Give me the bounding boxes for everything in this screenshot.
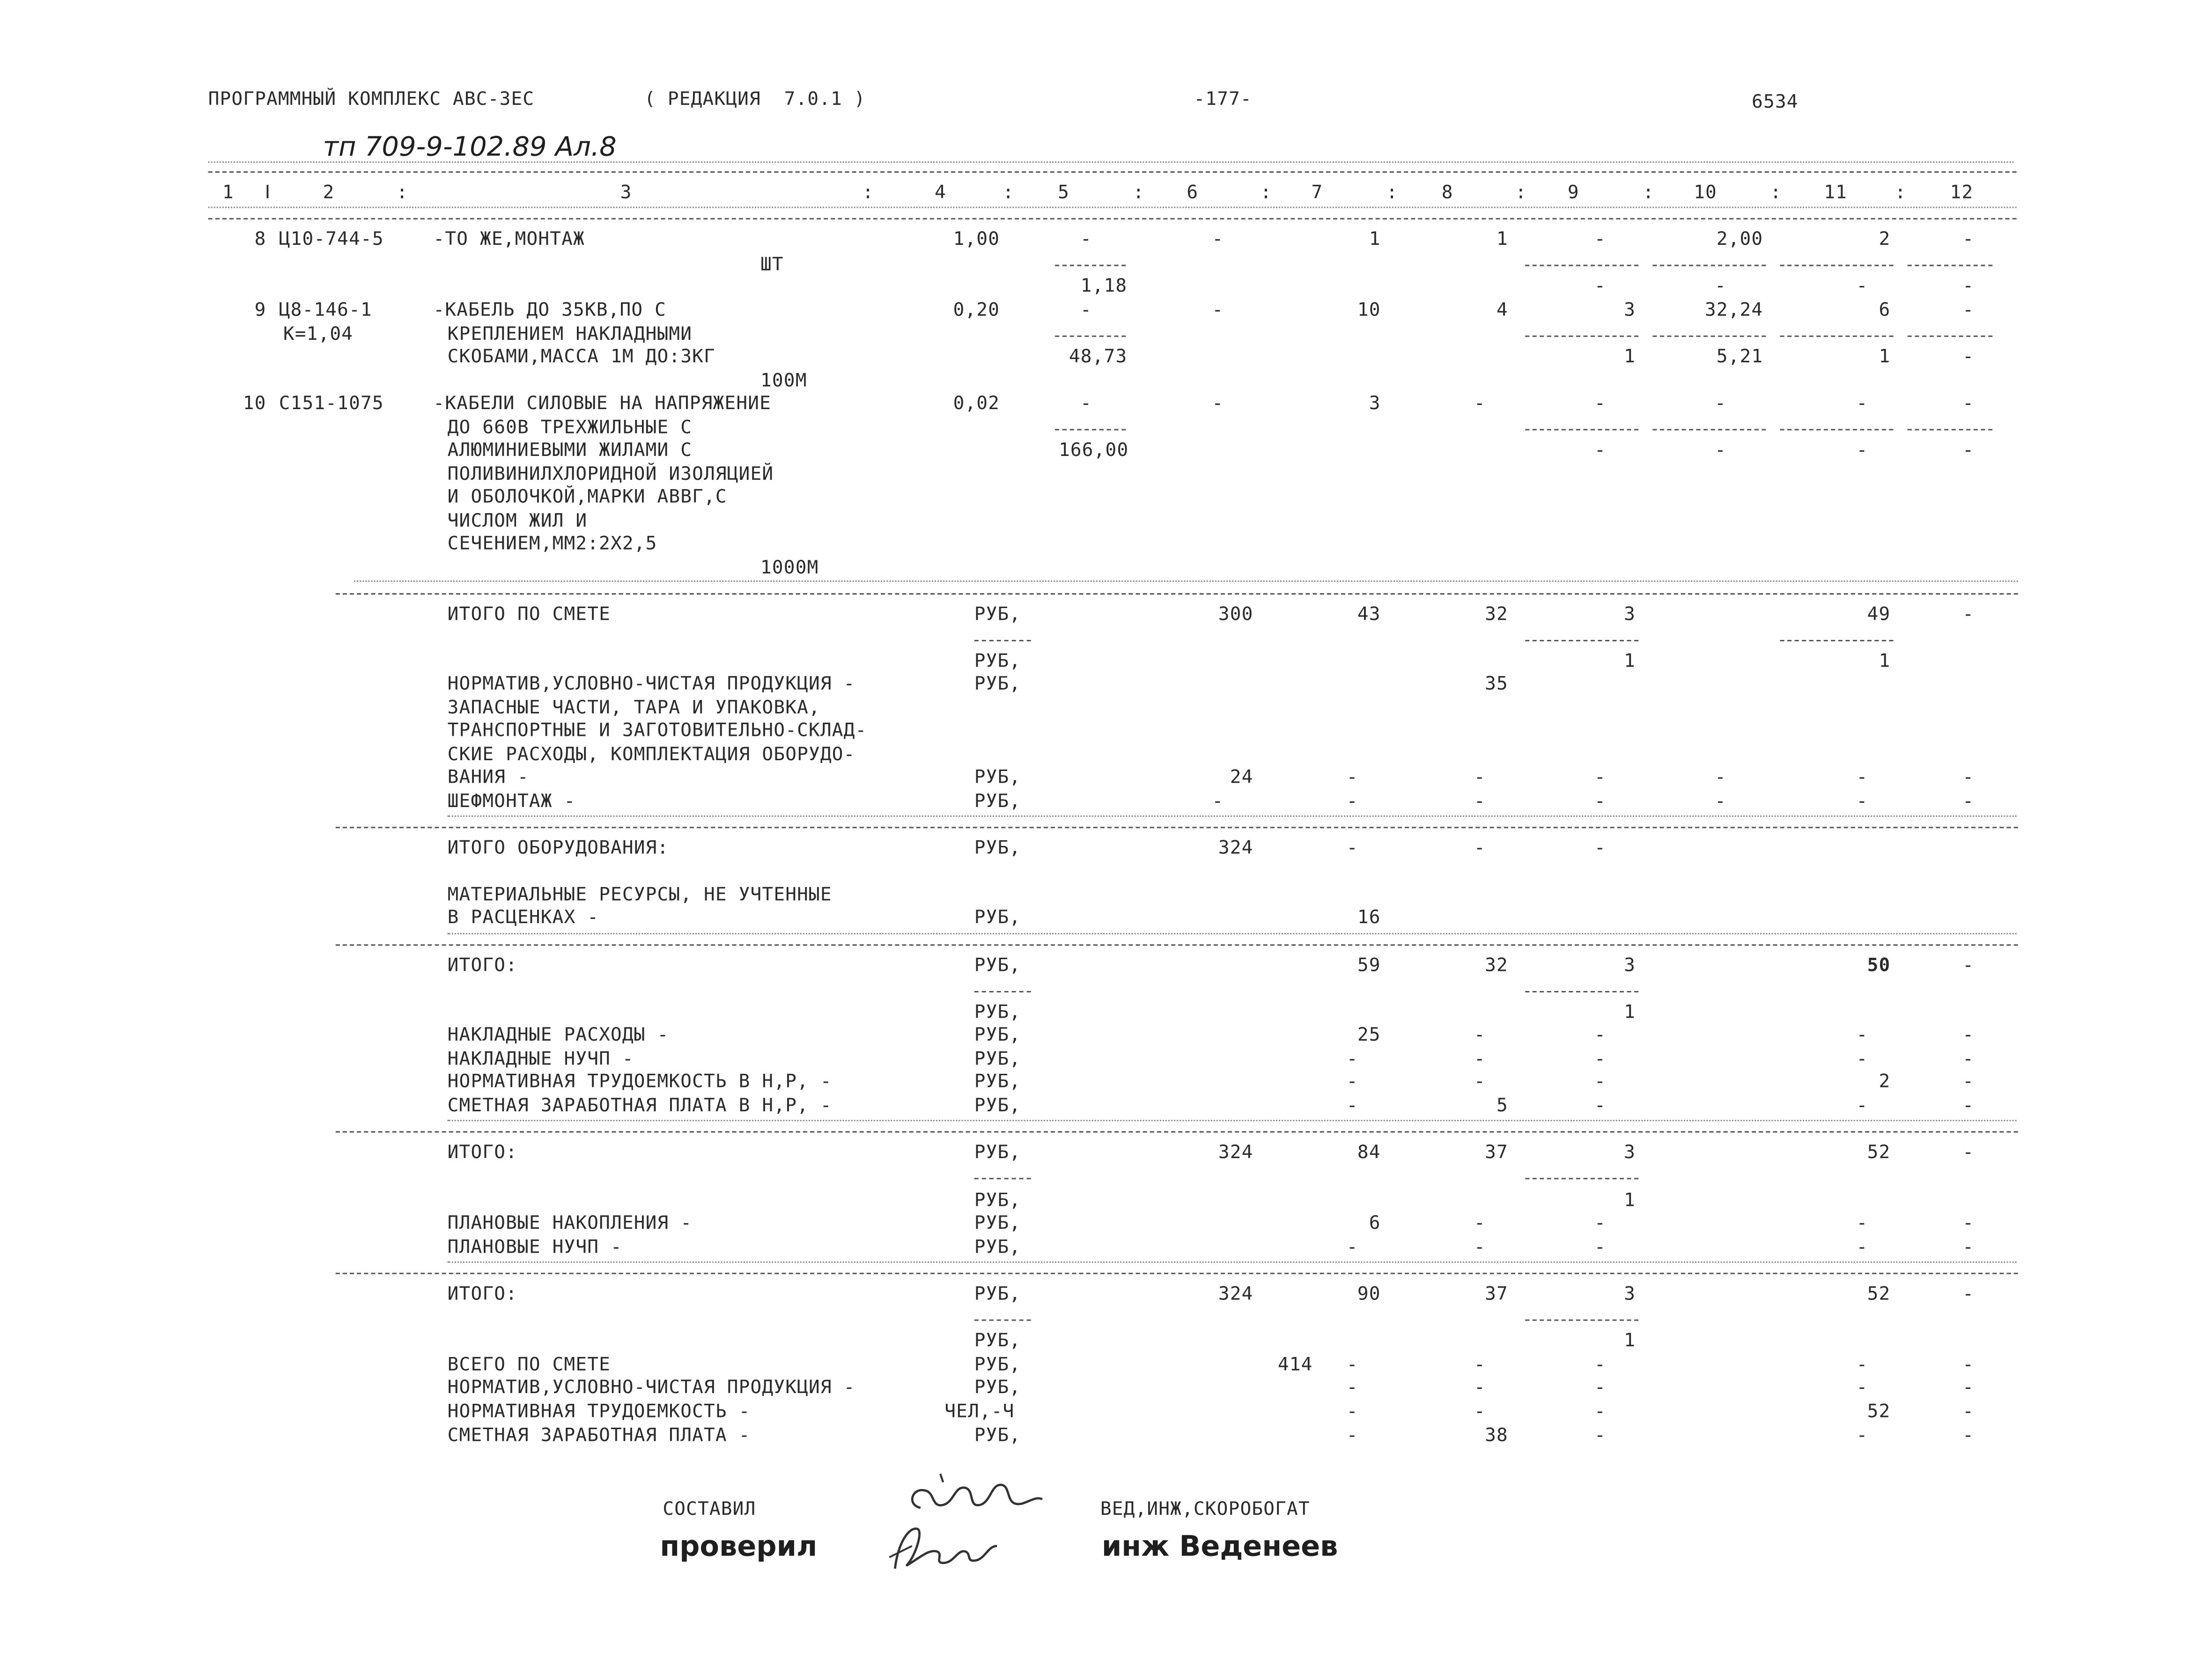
row-9-num: 9 — [254, 300, 266, 322]
compiler-name: ВЕД,ИНЖ,СКОРОБОГАТ — [1100, 1499, 1310, 1521]
handwritten-reference: тп 709-9-102.89 Ал.8 — [323, 132, 617, 163]
col-2: 2 — [323, 183, 335, 204]
header-rule — [208, 171, 2017, 173]
col-11: 11 — [1824, 183, 1848, 204]
document-code: 6534 — [1752, 92, 1799, 113]
row-8-c4: 1,00 — [953, 229, 1000, 251]
col-12: 12 — [1950, 183, 1974, 204]
page-number: -177- — [1194, 89, 1252, 110]
row-10-num: 10 — [243, 393, 266, 415]
col-8: 8 — [1441, 183, 1453, 204]
row-10-code: С151-1075 — [279, 393, 384, 415]
program-title: ПРОГРАММНЫЙ КОМПЛЕКС АВС-3ЕС — [208, 89, 535, 110]
compiler-signature — [892, 1465, 1048, 1522]
row-9-coef: К=1,04 — [283, 324, 354, 345]
grand-total-label: ВСЕГО ПО СМЕТЕ — [447, 1355, 611, 1376]
grand-total-value: 414 — [1277, 1355, 1313, 1376]
col-4: 4 — [935, 183, 946, 204]
checked-by-label: проверил — [660, 1529, 818, 1563]
columns-rule — [208, 218, 2017, 220]
estimate-document: ПРОГРАММНЫЙ КОМПЛЕКС АВС-3ЕС ( РЕДАКЦИЯ 7.0.1 ) -177- 6534 тп 709-9-102.89 Ал.8 1 ǀ 2 : 3 : 4 : 5 : 6 : 7 : 8 : 9 : 10 : 11 : 12 8 Ц10-744-5 -ТО ЖЕ,МОНТАЖ ШТ 1,00 - 1,18 - 1 1 - 2,00 2 - - - - - 9 Ц8-146-1 К=1,04 -КАБЕЛЬ ДО 35КВ,ПО С КРЕПЛЕНИЕМ НАКЛАДНЫМИ СКОБАМИ,МАССА 1М ДО:3КГ 100М 0,20 - 48,73 - 10 4 3 32,24 6 - 1 5,21 1 - 10 С151-1075 -КАБЕЛИ СИЛОВЫЕ НА НАПРЯЖЕНИЕ ДО 660В ТРЕХЖИЛЬНЫЕ С АЛЮМИНИЕВЫМИ ЖИЛАМИ С ПОЛИВИНИЛХЛОРИДНОЙ ИЗОЛЯЦИЕЙ И ОБОЛОЧКОЙ,МАРКИ АВВГ,С ЧИСЛОМ ЖИЛ И СЕЧЕНИЕМ,ММ2:2Х2,5 1000М 0,02 - 166,00 - 3 - - - - - - - - - ИТОГО ПО СМЕТЕ РУБ, 300 43 32 3 49 - РУБ, 1 1 НОРМАТИВ,УСЛОВНО-ЧИСТАЯ ПРОДУКЦИЯ - РУБ, 35 ЗАПАСНЫЕ ЧАСТИ, ТАРА И УПАКОВКА, ТРАНСПОРТНЫЕ И ЗАГОТОВИТЕЛЬНО-СКЛАД- СКИЕ РАСХОДЫ, КОМПЛЕКТАЦИЯ ОБОРУДО- ВАНИЯ - РУБ, 24 - - - - - - ШЕФМОНТАЖ - РУБ, - - - - - - - ИТОГО ОБОРУДОВАНИЯ: РУБ, 324 - - - МАТЕРИАЛЬНЫЕ РЕСУРСЫ, НЕ УЧТЕННЫЕ В РАСЦЕНКАХ - РУБ, 16 ИТОГО: РУБ, 59 32 3 50 - РУБ, 1 НАКЛАДНЫЕ РАСХОДЫ - РУБ, 25 - - - - НАКЛАДНЫЕ НУЧП - РУБ, - - - - - НОРМАТИВНАЯ ТРУДОЕМКОСТЬ В Н,Р, - РУБ, - - - 2 - СМЕТНАЯ ЗАРАБОТНАЯ ПЛАТА В Н,Р, - РУБ, - 5 - - - ИТОГО: РУБ, 324 84 37 3 52 - РУБ, 1 ПЛАНОВЫЕ НАКОПЛЕНИЯ - РУБ, 6 - - - - ПЛАНОВЫЕ НУЧП - РУБ, - - - - - ИТОГО: РУБ, 324 90 37 3 52 - РУБ, 1 ВСЕГО ПО СМЕТЕ РУБ, 414 - - - - - НОРМАТИВ,УСЛОВНО-ЧИСТАЯ ПРОДУКЦИЯ - РУБ, - - - - - НОРМАТИВНАЯ ТРУДОЕМКОСТЬ - ЧЕЛ,-Ч - - - 52 - СМЕТНАЯ ЗАРАБОТНАЯ ПЛАТА - РУБ, - 38 - - - СОСТАВИЛ ВЕД,ИНЖ,СКОРОБОГАТ проверил инж Веденеев — [0, 0, 2212, 1659]
col-1: 1 — [222, 183, 234, 204]
dotted-rule — [208, 161, 2014, 163]
row-9-code: Ц8-146-1 — [279, 300, 372, 322]
col-3: 3 — [620, 183, 632, 204]
col-7: 7 — [1311, 183, 1323, 204]
col-10: 10 — [1694, 183, 1717, 204]
edition-label: ( РЕДАКЦИЯ 7.0.1 ) — [644, 89, 866, 110]
row-8-c5b: 1,18 — [1080, 276, 1128, 298]
checker-signature — [878, 1515, 1005, 1578]
totals-rule — [336, 593, 2018, 595]
row-8-code: Ц10-744-5 — [279, 229, 384, 251]
col-9: 9 — [1567, 183, 1579, 204]
compiled-by-label: СОСТАВИЛ — [663, 1499, 756, 1521]
total-smeta-label: ИТОГО ПО СМЕТЕ — [447, 604, 611, 626]
col-6: 6 — [1187, 183, 1199, 204]
row-8-desc: -ТО ЖЕ,МОНТАЖ — [433, 229, 585, 251]
checker-name: инж Веденеев — [1101, 1529, 1338, 1563]
row-8-num: 8 — [254, 229, 266, 251]
col-5: 5 — [1058, 183, 1070, 204]
row-8-unit: ШТ — [760, 255, 784, 276]
